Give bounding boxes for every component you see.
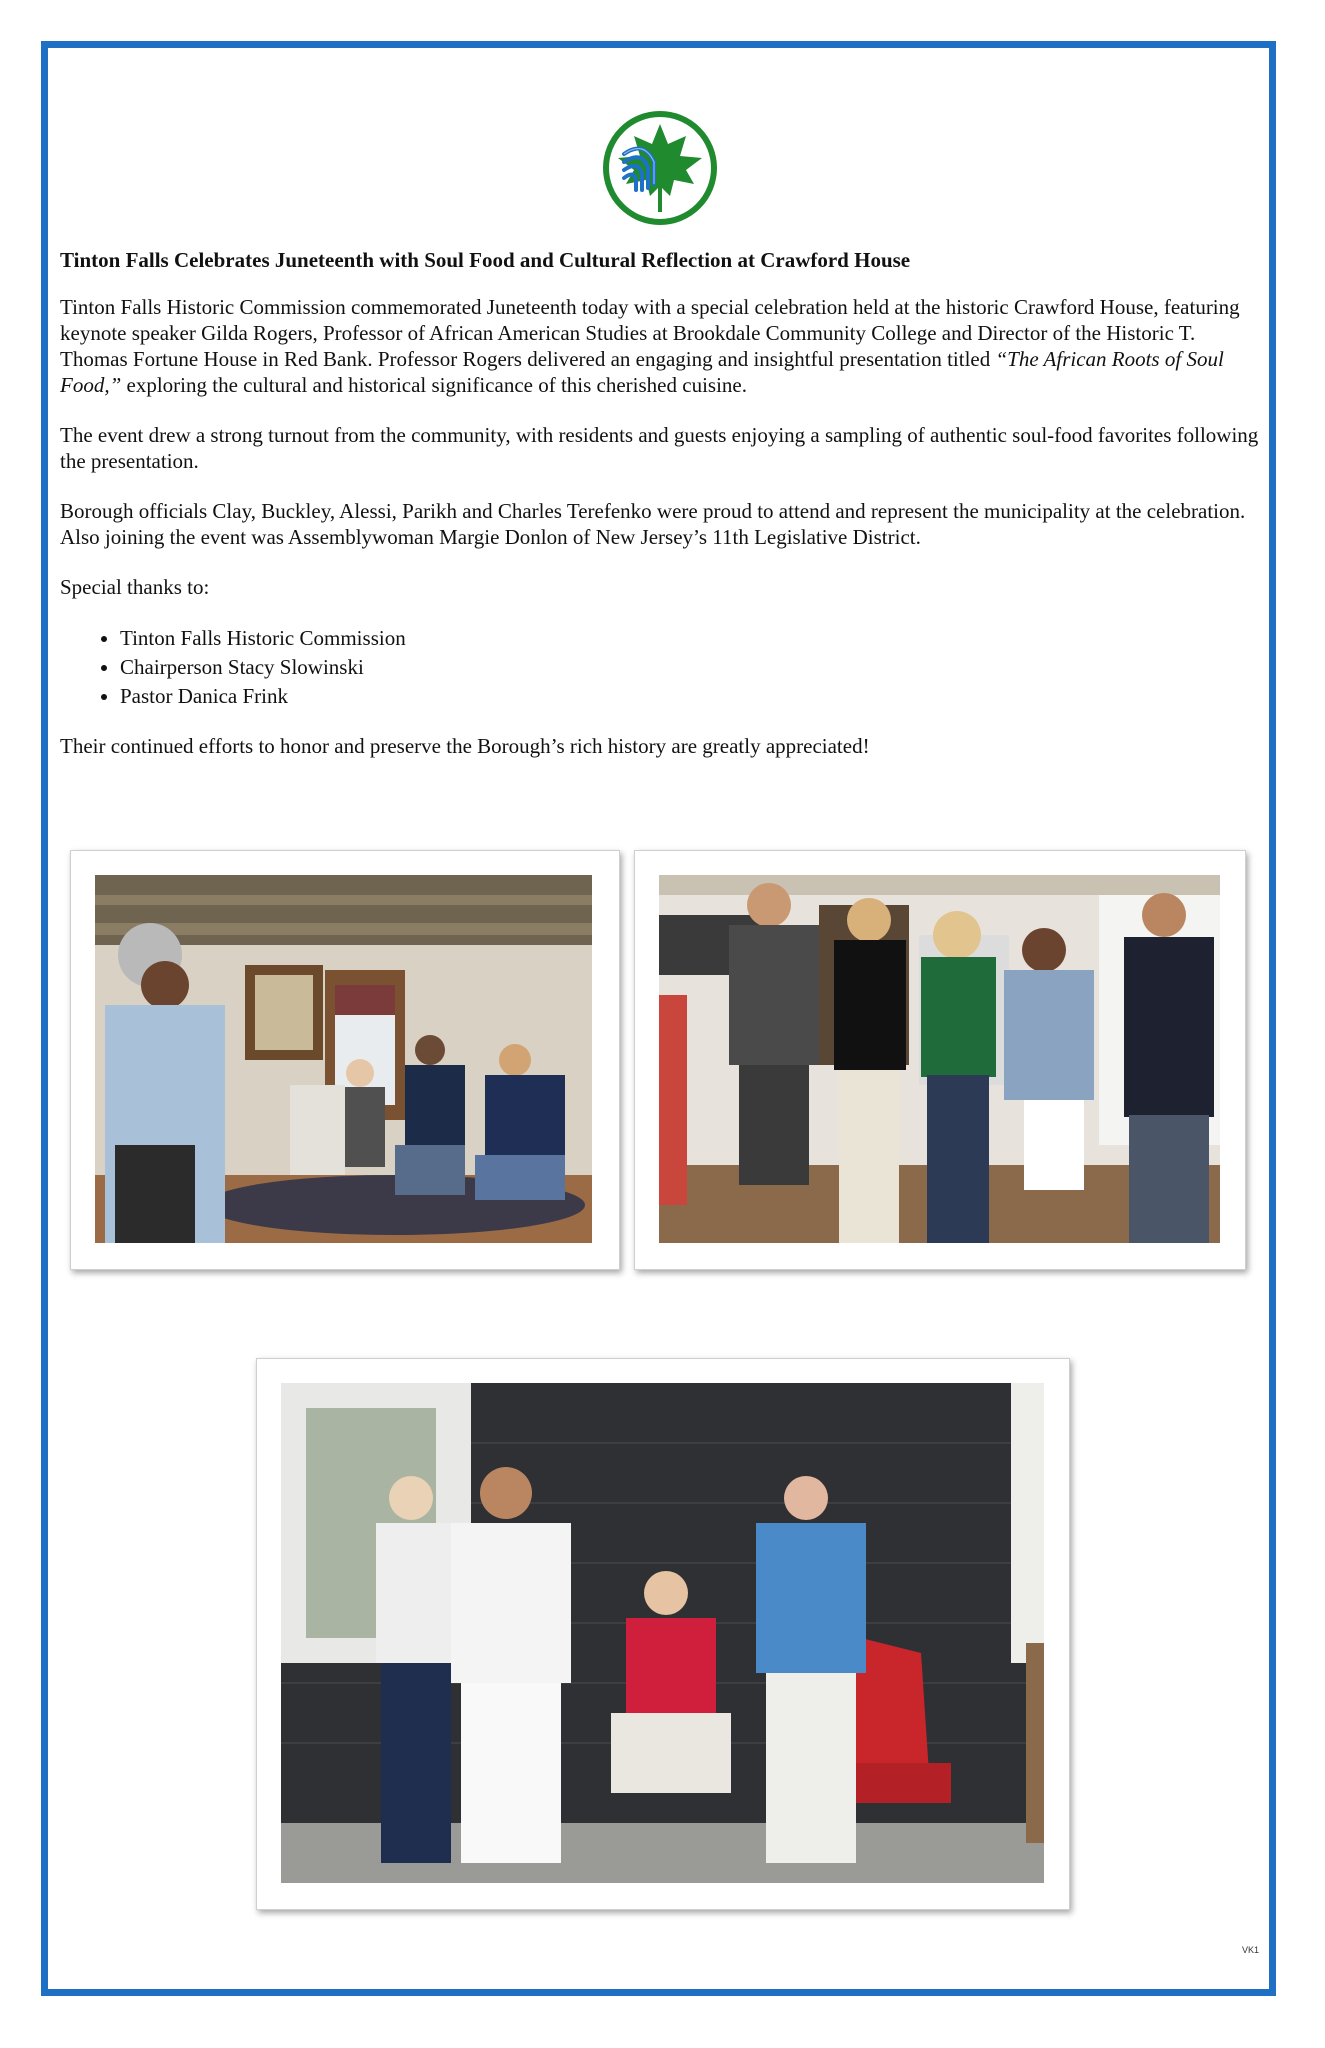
thanks-heading: Special thanks to: xyxy=(60,575,210,599)
photo-officials xyxy=(659,875,1220,1243)
list-item: • Chairperson Stacy Slowinski xyxy=(120,653,1265,682)
officials-paragraph: Borough officials Clay, Buckley, Alessi, Parikh and Charles Terefenko were proud to attend and represent the municipality at the celebration. Also joining the event was Assemblywoman Margie Donlon of New Jersey’s 11th Legislative District. xyxy=(60,499,1246,549)
list-item: • Tinton Falls Historic Commission xyxy=(120,624,1265,653)
document-reference: VK1 xyxy=(1241,1945,1259,1955)
list-item: • Pastor Danica Frink xyxy=(120,682,1265,711)
article xyxy=(60,246,1265,783)
parks-leaf-logo xyxy=(602,110,718,226)
intro-text-end: exploring the cultural and historical significance of this cherished cuisine. xyxy=(121,373,747,397)
photo-presentation xyxy=(95,875,592,1243)
intro-text-start: Tinton Falls Historic Commission commemorated Juneteenth today with a special celebration held at the historic Crawford House, featuring keynote speaker Gilda Rogers, Professor of African American Studies at Brookdale Community College and Director of the Historic T. Thomas Fortune House in Red Bank. Professor Rogers delivered an engaging and insightful presentation titled xyxy=(60,295,1240,371)
intro-paragraph xyxy=(60,294,1265,398)
presentation-title: “The African Roots of Soul Food,” xyxy=(60,347,1224,397)
closing-paragraph: Their continued efforts to honor and preserve the Borough’s rich history are greatly appreciated! xyxy=(60,734,870,758)
turnout-paragraph: The event drew a strong turnout from the community, with residents and guests enjoying a sampling of authentic soul-food favorites following the presentation. xyxy=(60,423,1259,473)
headline: Tinton Falls Celebrates Juneteenth with Soul Food and Cultural Reflection at Crawford House xyxy=(60,248,911,272)
photo-porch-group xyxy=(281,1383,1044,1883)
thanks-list xyxy=(60,624,1265,711)
